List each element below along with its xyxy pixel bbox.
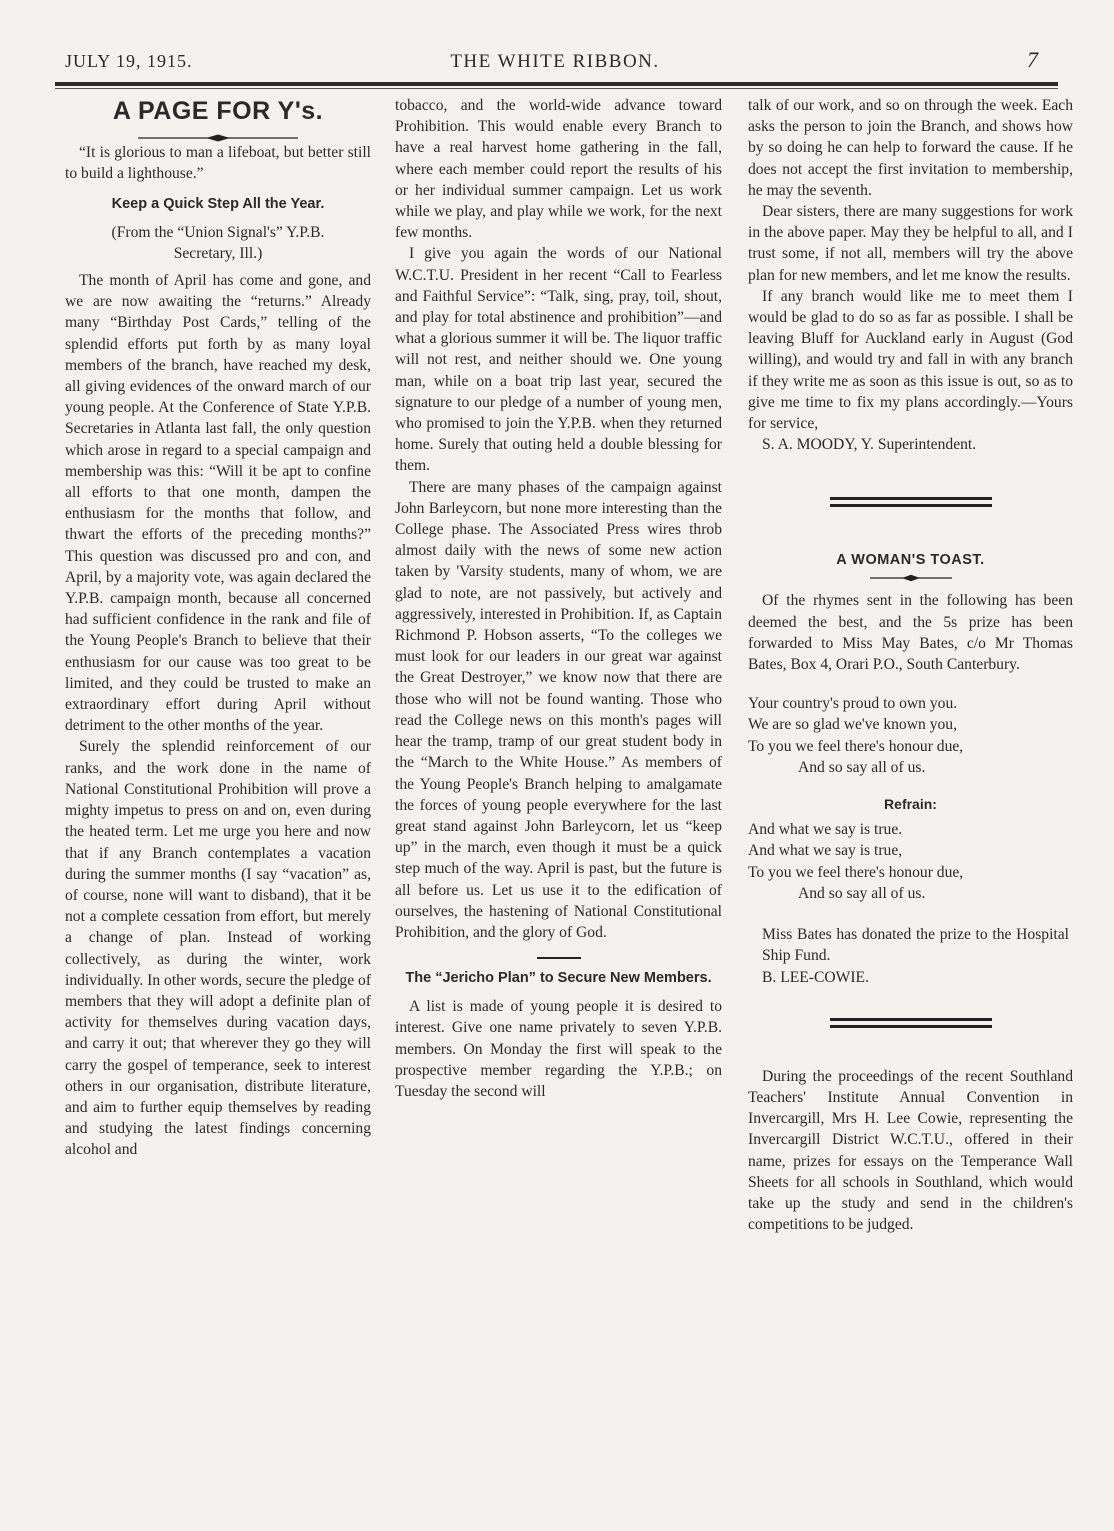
source-line-1: (From the “Union Signal's” Y.P.B.	[111, 223, 325, 241]
page-number: 7	[1027, 47, 1038, 72]
paragraph: talk of our work, and so on through the week. Each asks the person to join the Branch, and shows how by so doing he can help to forward the cause. If he does not accept the first invitation to membership, he may the seventh.	[748, 97, 1073, 199]
paragraph: The month of April has come and gone, and we are now awaiting the “returns.” Already many “Birthday Post Cards,” telling of the splendid efforts put forth by as many loyal members of the branch, have reached my desk, all giving evidences of the onward march of our young people. At the Conference of State Y.P.B. Secretaries in Atlanta last fall, the only question which arose in regard to a special campaign and membership was this: “Will it be apt to confine all efforts to that one month, dampen the enthusiasm for the months that follow, and thwart the efforts of the preceding months?” This question was discussed pro and con, and April, by a majority vote, was again declared the Y.P.B. campaign month, because all concerned had sufficient confidence in the rank and file of the Young People's Branch to believe that their enthusiasm for our cause was too great to be limited, and they could be trusted to make an extraordinary effort during April without detriment to the other months of the year.	[65, 272, 371, 735]
page-heading: A PAGE FOR Y's.	[112, 97, 324, 125]
source-line-2: Secretary, Ill.)	[173, 244, 263, 262]
newspaper-title: THE WHITE RIBBON.	[450, 51, 660, 72]
paragraph: A list is made of young people it is desired to interest. Give one name privately to seven Y.P.B. members. On Monday the first will speak to the prospective member regarding the Y.P.B.; on Tuesday the second will	[395, 998, 722, 1100]
signature: S. A. MOODY, Y. Superintendent.	[762, 436, 977, 454]
masthead	[50, 45, 1060, 75]
column-3	[748, 95, 1073, 1235]
column-2	[395, 95, 722, 1102]
section-divider	[537, 957, 581, 959]
poem-line: To you we feel there's honour due,	[748, 863, 964, 881]
poem-line: And what we say is true,	[748, 842, 903, 860]
poem-line: We are so glad we've known you,	[748, 716, 957, 734]
article-title: Keep a Quick Step All the Year.	[111, 195, 325, 212]
header-rule	[55, 82, 1058, 86]
poem	[748, 693, 1073, 778]
paragraph: Surely the splendid reinforcement of our ranks, and the work done in the name of National Constitutional Prohibition will prove a mighty impetus to press on and on, even during the heated term. Let me urge you here and now that if any Branch contemplates a vacation during the summer months (I say “vacation” as, of course, none will want to disband), that it be not a complete cessation from effort, but merely a change of plan. Instead of working collectively, as during the winter, work individually. In other words, secure the pledge of members that they will adopt a definite plan of activity for themselves during vacation days, and carry it out; that wherever they go they will carry the gospel of temperance, seek to interest others in our organisation, distribute literature, and aim to further equip themselves by reading and studying the latest findings concerning alcohol and	[65, 738, 372, 1159]
issue-date: JULY 19, 1915.	[65, 51, 193, 71]
refrain-label: Refrain:	[884, 796, 937, 813]
poem-line: And so say all of us.	[798, 884, 926, 902]
ornament-divider-icon	[138, 134, 298, 142]
paragraph: During the proceedings of the recent Southland Teachers' Institute Annual Convention in Invercargill, Mrs H. Lee Cowie, representing the Invercargill District W.C.T.U., offered in their name, prizes for essays on the Temperance Wall Sheets for all schools in Southland, which would take up the study and send in the children's competitions to be judged.	[748, 1067, 1073, 1234]
paragraph: tobacco, and the world-wide advance toward Prohibition. This would enable every Branch to have a real harvest home gathering in the fall, where each member could report the results of his or her individual summer campaign. Let us work while we play, and play while we work, for the next few months.	[395, 97, 722, 242]
paragraph: There are many phases of the campaign against John Barleycorn, but none more interesting than the College phase. The Associated Press wires throb almost daily with the news of some new action taken by 'Varsity students, many of whom, we are glad to note, are not passively, but actively and aggressively, interested in Prohibition. If, as Captain Richmond P. Hobson asserts, “To the colleges we must look for our leaders in our great war against the Great Destroyer,” we know now that there are those who will not be found wanting. Those who read the College news on this month's pages will hear the tramp, tramp of our great student body in the “March to the White House.” As members of the Young People's Branch helping to amalgamate the forces of young people everywhere for the last great stand against John Barleycorn, let us “keep up” in the march, even though it must be a quick step much of the way. April is past, but the future is all before us. Let us use it to the edification of ourselves, the hastening of National Constitutional Prohibition, and the glory of God.	[395, 478, 722, 941]
section-title: The “Jericho Plan” to Secure New Members.	[405, 970, 712, 987]
article-source	[65, 222, 371, 264]
paragraph: Of the rhymes sent in the following has been deemed the best, and the 5s prize has been forwarded to Miss May Bates, c/o Mr Thomas Bates, Box 4, Orari P.O., South Canterbury.	[748, 592, 1073, 674]
refrain	[748, 819, 1073, 904]
header-rule-thin	[55, 88, 1058, 89]
poem-line: Your country's proud to own you.	[748, 695, 958, 713]
column-1	[65, 95, 371, 1161]
ornament-divider-icon	[870, 574, 952, 582]
toast-heading: A WOMAN'S TOAST.	[836, 552, 985, 569]
paragraph: I give you again the words of our National W.C.T.U. President in her recent “Call to Fearless and Faithful Service”: “Talk, sing, pray, toil, shout, and play for total abstinence and prohibition”—and what a glorious summer it will be. The liquor traffic will not rest, and neither should we. One young man, while on a boat trip last year, secured the signature to our pledge of a number of young men, who promised to join the Y.P.B. when they returned home. Surely that outing held a double blessing for them.	[395, 245, 722, 475]
author-signature: B. LEE-COWIE.	[762, 968, 869, 986]
poem-line: And so say all of us.	[798, 758, 926, 776]
paragraph: Miss Bates has donated the prize to the Hospital Ship Fund.	[762, 926, 1069, 965]
poem-line: And what we say is true.	[748, 821, 903, 839]
double-rule-divider	[830, 497, 992, 507]
poem-line: To you we feel there's honour due,	[748, 737, 964, 755]
double-rule-divider	[830, 1018, 992, 1028]
paragraph: Dear sisters, there are many suggestions for work in the above paper. May they be helpful to all, and I trust some, if not all, members will try the above plan for new members, and let me know the results.	[748, 203, 1073, 284]
paragraph: If any branch would like me to meet them I would be glad to do so as far as possible. I shall be leaving Bluff for Auckland early in August (God willing), and would try and fall in with any branch if they write me as soon as this issue is out, so as to give me time to fix my plans accordingly.—Yours for service,	[748, 287, 1073, 433]
epigraph: “It is glorious to man a lifeboat, but better still to build a lighthouse.”	[65, 144, 371, 183]
